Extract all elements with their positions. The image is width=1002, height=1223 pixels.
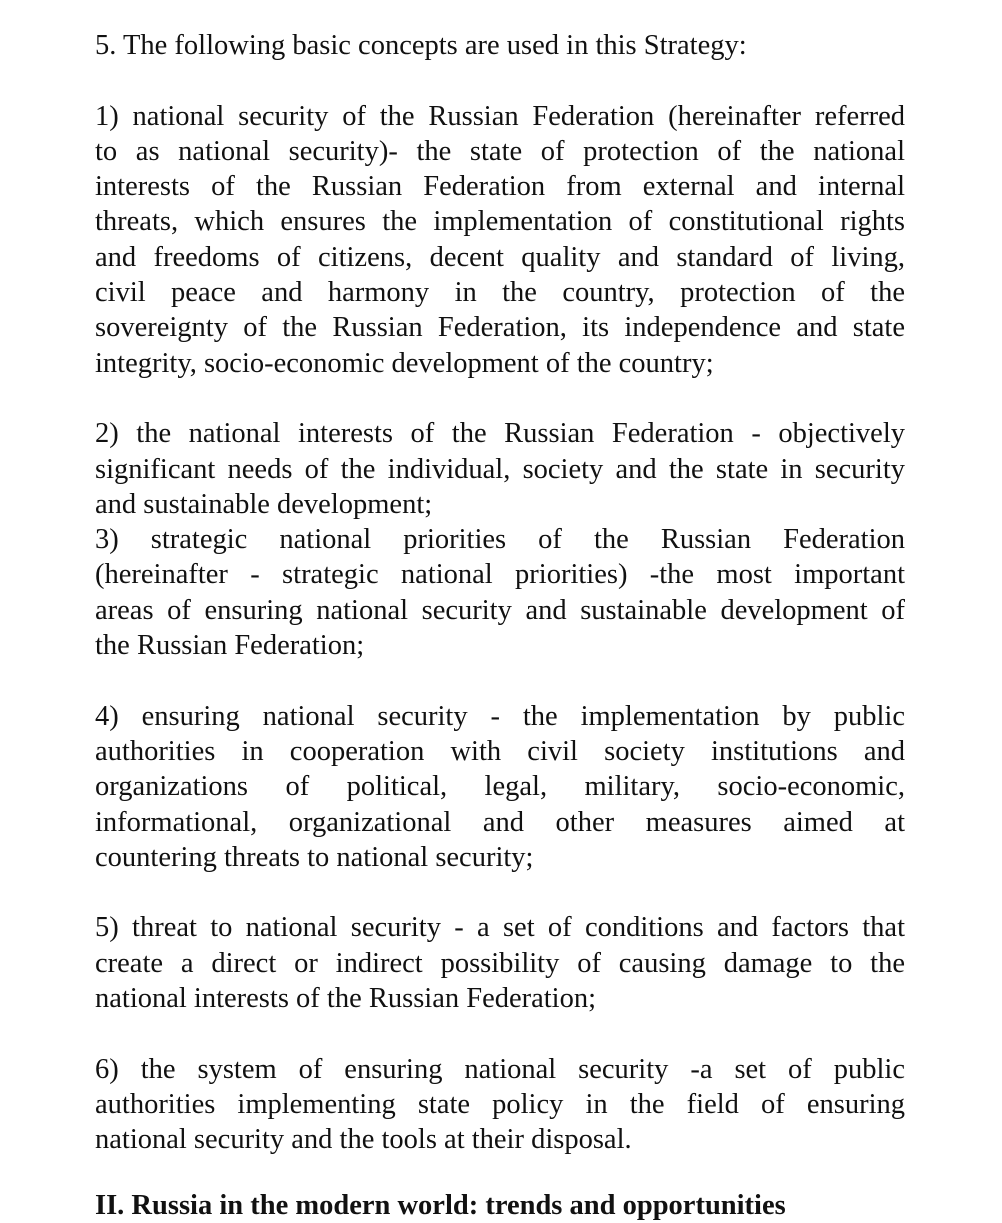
paragraph-line: sovereignty of the Russian Federation, its independence and state [95, 312, 905, 344]
paragraph-line: organizations of political, legal, military, socio-economic, [95, 771, 905, 803]
paragraph-line: 5) threat to national security - a set of conditions and factors that [95, 912, 905, 944]
paragraph-gap [95, 1016, 905, 1051]
cut-off-section-heading: II. Russia in the modern world: trends and opportunities [95, 1190, 786, 1221]
paragraph-gap [95, 63, 905, 98]
paragraph-line: significant needs of the individual, society and the state in security [95, 453, 905, 485]
paragraph-gap [95, 663, 905, 698]
paragraph-line: and sustainable development; [95, 488, 433, 520]
paragraph-line: civil peace and harmony in the country, protection of the [95, 277, 905, 309]
paragraph-definition-1 [95, 99, 905, 381]
paragraph-gap [95, 381, 905, 416]
paragraph-line: areas of ensuring national security and sustainable development of [95, 594, 905, 626]
paragraph-definition-3 [95, 522, 905, 663]
paragraph-definition-6 [95, 1052, 905, 1158]
paragraph-line: authorities in cooperation with civil society institutions and [95, 735, 905, 767]
paragraph-line: authorities implementing state policy in the field of ensuring [95, 1088, 905, 1120]
paragraph-line: 4) ensuring national security - the implementation by public [95, 700, 905, 732]
paragraph-line: to as national security)- the state of protection of the national [95, 135, 905, 167]
document-page [95, 28, 905, 1158]
paragraph-line: 2) the national interests of the Russian Federation - objectively [95, 418, 905, 450]
paragraph-line: and freedoms of citizens, decent quality and standard of living, [95, 241, 905, 273]
paragraph-line: threats, which ensures the implementation of constitutional rights [95, 206, 905, 238]
paragraph-line: interests of the Russian Federation from external and internal [95, 171, 905, 203]
paragraph-definition-4 [95, 699, 905, 875]
paragraph-line: (hereinafter - strategic national priorities) -the most important [95, 559, 905, 591]
paragraph-line: 3) strategic national priorities of the Russian Federation [95, 524, 905, 556]
section-heading: 5. The following basic concepts are used in this Strategy: [95, 30, 747, 61]
paragraph-line: informational, organizational and other measures aimed at [95, 806, 905, 838]
paragraph-line: the Russian Federation; [95, 630, 365, 662]
paragraph-line: integrity, socio-economic development of the country; [95, 347, 714, 379]
paragraph-definition-2 [95, 416, 905, 522]
paragraph-line: national security and the tools at their disposal. [95, 1124, 632, 1156]
paragraph-line: countering threats to national security; [95, 841, 534, 873]
paragraph-line: create a direct or indirect possibility of causing damage to the [95, 947, 905, 979]
paragraph-line: national interests of the Russian Federation; [95, 983, 597, 1015]
paragraph-line: 6) the system of ensuring national security -a set of public [95, 1053, 905, 1085]
paragraph-gap [95, 875, 905, 910]
paragraph-definition-5 [95, 910, 905, 1016]
paragraph-line: 1) national security of the Russian Federation (hereinafter referred [95, 100, 905, 132]
